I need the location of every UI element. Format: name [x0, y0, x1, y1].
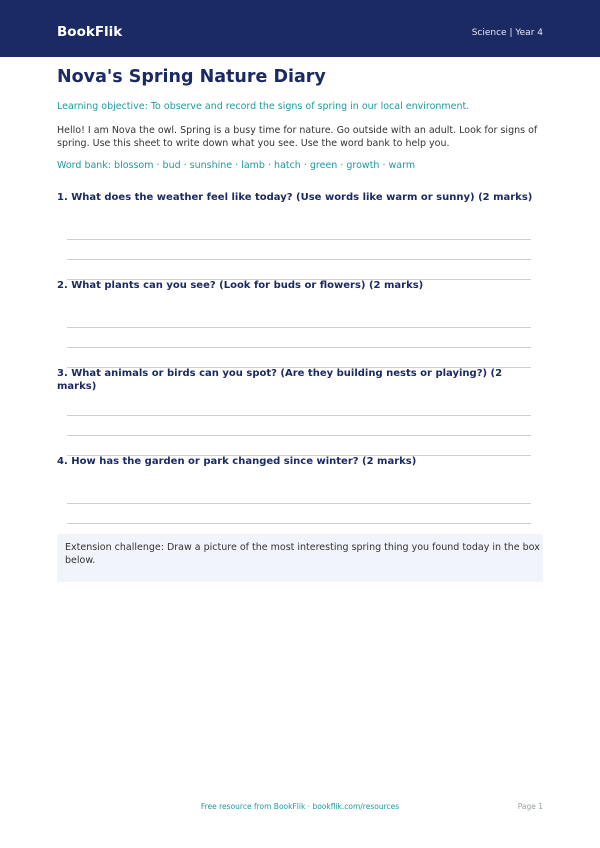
- brand-logo: BookFlik: [57, 24, 123, 40]
- answer-line[interactable]: [67, 239, 531, 240]
- extension-challenge: Extension challenge: Draw a picture of the most interesting spring thing you found today in the box below.: [65, 542, 540, 566]
- question-text: 4. How has the garden or park changed since winter? (2 marks): [57, 456, 417, 467]
- question-2: [57, 279, 543, 292]
- footer-resource-link[interactable]: Free resource from BookFlik · bookflik.com/resources: [200, 802, 400, 811]
- answer-line[interactable]: [67, 503, 531, 504]
- question-3: [57, 367, 543, 393]
- answer-line[interactable]: [67, 347, 531, 348]
- question-4: [57, 455, 543, 468]
- subject-year-label: Science | Year 4: [471, 28, 543, 38]
- learning-objective: Learning objective: To observe and record the signs of spring in our local environment.: [57, 101, 470, 112]
- question-1: [57, 191, 543, 204]
- question-text: 3. What animals or birds can you spot? (Are they building nests or playing?) (2 marks): [57, 368, 503, 392]
- answer-line[interactable]: [67, 327, 531, 328]
- page-number: Page 1: [517, 802, 543, 811]
- answer-line[interactable]: [67, 523, 531, 524]
- intro-paragraph: Hello! I am Nova the owl. Spring is a busy time for nature. Go outside with an adult. Look for signs of spring. Use this sheet to write down what you see. Use the word bank to help you.: [57, 125, 538, 149]
- word-bank: Word bank: blossom · bud · sunshine · lamb · hatch · green · growth · warm: [57, 160, 416, 171]
- answer-line[interactable]: [67, 435, 531, 436]
- extension-box: [57, 534, 543, 582]
- header-bar: [0, 0, 600, 57]
- page-title: Nova's Spring Nature Diary: [57, 67, 326, 87]
- question-text: 2. What plants can you see? (Look for buds or flowers) (2 marks): [57, 280, 424, 291]
- answer-line[interactable]: [67, 415, 531, 416]
- question-text: 1. What does the weather feel like today? (Use words like warm or sunny) (2 marks): [57, 192, 533, 203]
- answer-line[interactable]: [67, 259, 531, 260]
